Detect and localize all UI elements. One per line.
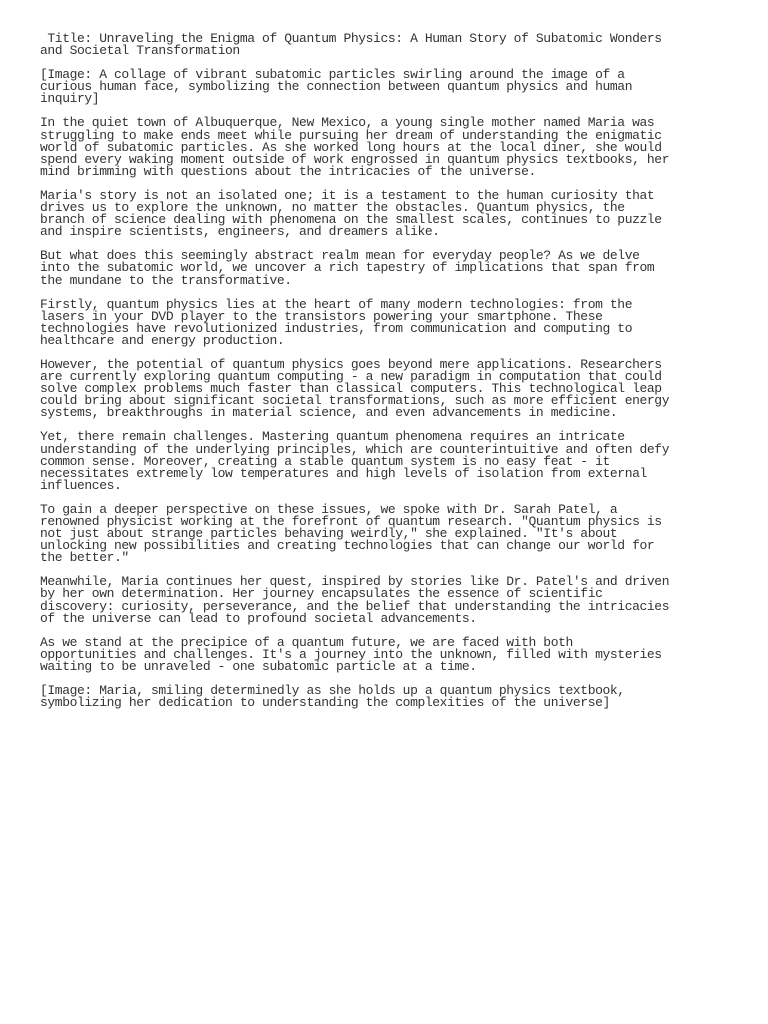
paragraph: In the quiet town of Albuquerque, New Mexico, a young single mother named Maria was struggling to make ends meet while pursuing her dream of understanding the enigmatic world of subatomic particles. As she worked long hours at the local diner, she would spend every waking moment outside of work engrossed in quantum physics textbooks, her mind brimming with questions about the intricacies of the universe. bbox=[40, 115, 670, 179]
paragraph: To gain a deeper perspective on these issues, we spoke with Dr. Sarah Patel, a renowned physicist working at the forefront of quantum research. "Quantum physics is not just about strange particles behaving weirdly," she explained. "It's about unlocking new possibilities and creating technologies that can change our world for the better." bbox=[40, 501, 662, 566]
image-caption-top: [Image: A collage of vibrant subatomic particles swirling around the image of a curious human face, symbolizing the connection between quantum physics and human inquiry] bbox=[40, 67, 633, 107]
document-title: Title: Unraveling the Enigma of Quantum Physics: A Human Story of Subatomic Wonders and Societal Transformation bbox=[40, 31, 662, 59]
paragraph: As we stand at the precipice of a quantum future, we are faced with both opportunities and challenges. It's a journey into the unknown, filled with mysteries waiting to be unraveled - one subatomic particle at a time. bbox=[40, 634, 662, 674]
image-caption-bottom: [Image: Maria, smiling determinedly as she holds up a quantum physics textbook, symbolizing her dedication to understanding the complexities of the universe] bbox=[40, 683, 625, 711]
paragraph: Meanwhile, Maria continues her quest, inspired by stories like Dr. Patel's and driven by her own determination. Her journey encapsulates the essence of scientific discovery: curiosity, perseverance, and the belief that understanding the intricacies of the universe can lead to profound societal advancements. bbox=[40, 574, 670, 626]
paragraph: Firstly, quantum physics lies at the heart of many modern technologies: from the lasers in your DVD player to the transistors powering your smartphone. These technologies have revolutionized industries, from communication and computing to healthcare and energy production. bbox=[40, 296, 633, 348]
paragraph: Maria's story is not an isolated one; it is a testament to the human curiosity that drives us to explore the unknown, no matter the obstacles. Quantum physics, the branch of science dealing with phenomena on the smallest scales, continues to puzzle and inspire scientists, engineers, and dreamers alike. bbox=[40, 187, 662, 240]
document-page bbox=[40, 33, 740, 721]
paragraph: However, the potential of quantum physics goes beyond mere applications. Researchers are currently exploring quantum computing - a new paradigm in computation that could solve complex problems much faster than classical computers. This technological leap could bring about significant societal transformations, such as more efficient energy systems, breakthroughs in material science, and even advancements in medicine. bbox=[40, 356, 670, 421]
paragraph: Yet, there remain challenges. Mastering quantum phenomena requires an intricate understanding of the underlying principles, which are counterintuitive and often defy common sense. Moreover, creating a stable quantum system is no easy feat - it necessitates extremely low temperatures and high levels of isolation from external influences. bbox=[40, 429, 670, 493]
paragraph: But what does this seemingly abstract realm mean for everyday people? As we delve into the subatomic world, we uncover a rich tapestry of implications that span from the mundane to the transformative. bbox=[40, 248, 655, 288]
